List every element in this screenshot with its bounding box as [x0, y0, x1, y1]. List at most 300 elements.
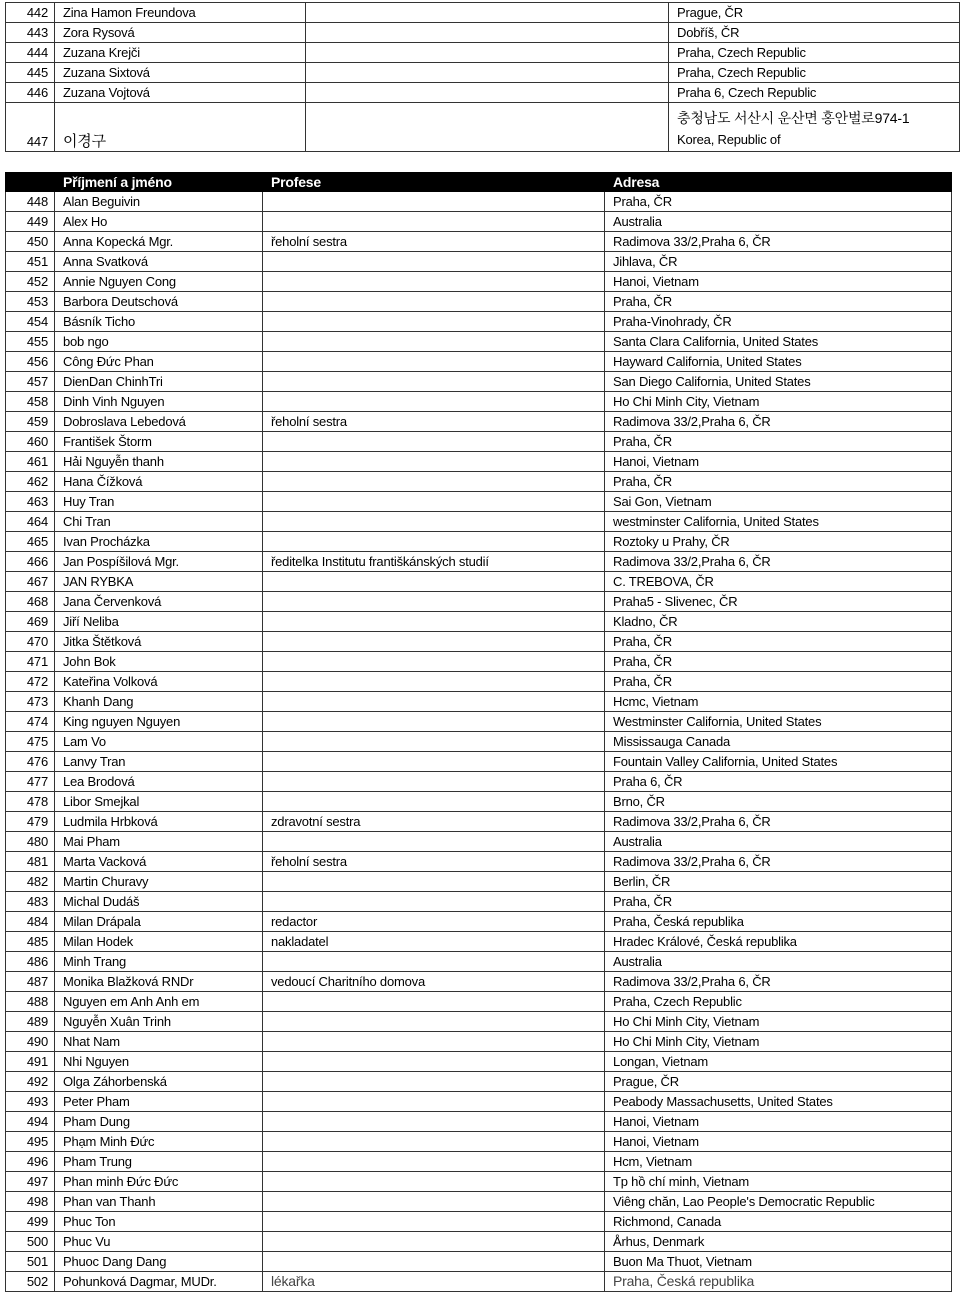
table-row: [6, 552, 952, 572]
row-name: Pham Dung: [55, 1112, 263, 1132]
row-number: 472: [6, 672, 55, 692]
row-profession: [263, 772, 605, 792]
table-row: [6, 1252, 952, 1272]
row-number: 466: [6, 552, 55, 572]
row-profession: [263, 832, 605, 852]
row-name: Phan van Thanh: [55, 1192, 263, 1212]
row-profession: [263, 452, 605, 472]
table-row: [6, 1052, 952, 1072]
contacts-table-continued: [5, 2, 960, 152]
table-row: [6, 772, 952, 792]
row-profession: [263, 732, 605, 752]
table-row: [6, 672, 952, 692]
table-row: [6, 932, 952, 952]
row-profession: [263, 1052, 605, 1072]
row-profession: lékařka: [263, 1272, 605, 1292]
table-row: [6, 1012, 952, 1032]
row-address: Westminster California, United States: [605, 712, 952, 732]
contacts-table: [5, 172, 952, 1292]
row-name: Nhi Nguyen: [55, 1052, 263, 1072]
row-name: Dobroslava Lebedová: [55, 412, 263, 432]
row-profession: [263, 352, 605, 372]
row-address: Hanoi, Vietnam: [605, 1112, 952, 1132]
table-row: [6, 432, 952, 452]
row-number: 496: [6, 1152, 55, 1172]
row-name: Ludmila Hrbková: [55, 812, 263, 832]
row-number: 465: [6, 532, 55, 552]
row-name: Zina Hamon Freundova: [55, 3, 306, 23]
row-address: Hradec Králové, Česká republika: [605, 932, 952, 952]
row-profession: [263, 492, 605, 512]
row-number: 473: [6, 692, 55, 712]
table-row: [6, 103, 960, 152]
row-name: Alan Beguivin: [55, 192, 263, 212]
row-number: 460: [6, 432, 55, 452]
table-row: [6, 3, 960, 23]
row-profession: [263, 872, 605, 892]
row-number: 446: [6, 83, 55, 103]
row-number: 461: [6, 452, 55, 472]
header-address: Adresa: [605, 173, 952, 192]
row-address: Praha, ČR: [605, 432, 952, 452]
row-profession: ředitelka Institutu františkánských studií: [263, 552, 605, 572]
row-name: 이경구: [55, 103, 306, 152]
row-address: Prague, ČR: [605, 1072, 952, 1092]
table-row: [6, 1132, 952, 1152]
row-name: Alex Ho: [55, 212, 263, 232]
row-address: Jihlava, ČR: [605, 252, 952, 272]
row-number: 483: [6, 892, 55, 912]
row-address: Hcmc, Vietnam: [605, 692, 952, 712]
row-name: Ivan Procházka: [55, 532, 263, 552]
row-profession: [306, 3, 669, 23]
table-row: [6, 912, 952, 932]
row-profession: [263, 372, 605, 392]
row-profession: [263, 212, 605, 232]
row-number: 488: [6, 992, 55, 1012]
row-number: 455: [6, 332, 55, 352]
table-row: [6, 952, 952, 972]
row-profession: [263, 332, 605, 352]
row-profession: [263, 292, 605, 312]
row-name: Olga Záhorbenská: [55, 1072, 263, 1092]
row-number: 499: [6, 1212, 55, 1232]
table-row: [6, 492, 952, 512]
row-address: Hanoi, Vietnam: [605, 452, 952, 472]
row-address: Berlin, ČR: [605, 872, 952, 892]
row-number: 447: [6, 103, 55, 152]
row-number: 456: [6, 352, 55, 372]
row-name: Libor Smejkal: [55, 792, 263, 812]
row-name: Dinh Vinh Nguyen: [55, 392, 263, 412]
table-row: [6, 232, 952, 252]
row-profession: [263, 252, 605, 272]
row-name: Zuzana Sixtová: [55, 63, 306, 83]
row-address: Hcm, Vietnam: [605, 1152, 952, 1172]
row-number: 467: [6, 572, 55, 592]
row-profession: [263, 1252, 605, 1272]
row-name: Zuzana Krejči: [55, 43, 306, 63]
row-address: Sai Gon, Vietnam: [605, 492, 952, 512]
table-row: [6, 992, 952, 1012]
row-address: Praha, ČR: [605, 192, 952, 212]
row-number: 494: [6, 1112, 55, 1132]
row-address: Radimova 33/2,Praha 6, ČR: [605, 232, 952, 252]
table-row: [6, 472, 952, 492]
row-name: Phuc Ton: [55, 1212, 263, 1232]
row-profession: [263, 532, 605, 552]
row-profession: nakladatel: [263, 932, 605, 952]
row-profession: [263, 192, 605, 212]
header-profession: Profese: [263, 173, 605, 192]
row-profession: vedoucí Charitního domova: [263, 972, 605, 992]
row-number: 480: [6, 832, 55, 852]
row-profession: zdravotní sestra: [263, 812, 605, 832]
table-header: [6, 173, 952, 192]
row-address: westminster California, United States: [605, 512, 952, 532]
row-name: Milan Hodek: [55, 932, 263, 952]
row-name: Phuoc Dang Dang: [55, 1252, 263, 1272]
row-number: 492: [6, 1072, 55, 1092]
row-profession: [263, 892, 605, 912]
table-row: [6, 792, 952, 812]
row-number: 469: [6, 612, 55, 632]
table-row: [6, 192, 952, 212]
table-row: [6, 332, 952, 352]
row-number: 489: [6, 1012, 55, 1032]
row-number: 457: [6, 372, 55, 392]
row-name: Jana Červenková: [55, 592, 263, 612]
row-name: Anna Kopecká Mgr.: [55, 232, 263, 252]
row-profession: [263, 692, 605, 712]
row-address: Dobříš, ČR: [669, 23, 960, 43]
row-name: Básník Ticho: [55, 312, 263, 332]
row-name: John Bok: [55, 652, 263, 672]
row-profession: [263, 1012, 605, 1032]
row-address: Prague, ČR: [669, 3, 960, 23]
table-row: [6, 83, 960, 103]
row-number: 453: [6, 292, 55, 312]
row-address: Praha, Česká republika: [605, 912, 952, 932]
table-row: [6, 512, 952, 532]
row-name: Lea Brodová: [55, 772, 263, 792]
row-number: 458: [6, 392, 55, 412]
table-row: [6, 532, 952, 552]
row-name: bob ngo: [55, 332, 263, 352]
row-number: 502: [6, 1272, 55, 1292]
row-address: Longan, Vietnam: [605, 1052, 952, 1072]
row-number: 484: [6, 912, 55, 932]
table-row: [6, 272, 952, 292]
row-profession: [306, 63, 669, 83]
row-name: Peter Pham: [55, 1092, 263, 1112]
row-name: Pham Trung: [55, 1152, 263, 1172]
table-row: [6, 752, 952, 772]
row-address: Praha, Česká republika: [605, 1272, 952, 1292]
row-address: Australia: [605, 952, 952, 972]
row-address: Praha 6, Czech Republic: [669, 83, 960, 103]
row-profession: [263, 792, 605, 812]
row-profession: [263, 1192, 605, 1212]
row-address: Hayward California, United States: [605, 352, 952, 372]
row-name: Nguyễn Xuân Trinh: [55, 1012, 263, 1032]
row-number: 449: [6, 212, 55, 232]
row-address: Peabody Massachusetts, United States: [605, 1092, 952, 1112]
table-row: [6, 1032, 952, 1052]
row-number: 477: [6, 772, 55, 792]
row-name: Lanvy Tran: [55, 752, 263, 772]
row-name: Jan Pospíšilová Mgr.: [55, 552, 263, 572]
table-row: [6, 1072, 952, 1092]
row-name: Khanh Dang: [55, 692, 263, 712]
table-row: [6, 732, 952, 752]
row-profession: řeholní sestra: [263, 852, 605, 872]
table-row: [6, 352, 952, 372]
row-address: Ho Chi Minh City, Vietnam: [605, 1032, 952, 1052]
row-address: Ho Chi Minh City, Vietnam: [605, 392, 952, 412]
row-profession: [263, 712, 605, 732]
row-address: Radimova 33/2,Praha 6, ČR: [605, 412, 952, 432]
row-number: 462: [6, 472, 55, 492]
row-number: 468: [6, 592, 55, 612]
row-number: 443: [6, 23, 55, 43]
row-name: Hana Čížková: [55, 472, 263, 492]
row-profession: [263, 632, 605, 652]
row-name: Công Đức Phan: [55, 352, 263, 372]
row-number: 498: [6, 1192, 55, 1212]
table-row: [6, 1112, 952, 1132]
row-profession: [306, 43, 669, 63]
row-profession: [263, 1132, 605, 1152]
row-number: 486: [6, 952, 55, 972]
row-name: Mai Pham: [55, 832, 263, 852]
row-profession: [263, 672, 605, 692]
table-row: [6, 252, 952, 272]
table-row: [6, 652, 952, 672]
row-profession: [263, 612, 605, 632]
row-profession: [263, 1032, 605, 1052]
row-name: Chi Tran: [55, 512, 263, 532]
header-name: Příjmení a jméno: [55, 173, 263, 192]
row-name: Milan Drápala: [55, 912, 263, 932]
row-number: 485: [6, 932, 55, 952]
row-address: Praha, Czech Republic: [605, 992, 952, 1012]
row-name: Michal Dudáš: [55, 892, 263, 912]
row-number: 442: [6, 3, 55, 23]
row-address: Radimova 33/2,Praha 6, ČR: [605, 972, 952, 992]
table-row: [6, 972, 952, 992]
table-row: [6, 712, 952, 732]
row-profession: [263, 992, 605, 1012]
row-number: 459: [6, 412, 55, 432]
row-name: Phạm Minh Đức: [55, 1132, 263, 1152]
row-number: 493: [6, 1092, 55, 1112]
row-number: 463: [6, 492, 55, 512]
row-name: Nhat Nam: [55, 1032, 263, 1052]
table-row: [6, 1212, 952, 1232]
row-name: Annie Nguyen Cong: [55, 272, 263, 292]
row-name: Kateřina Volková: [55, 672, 263, 692]
row-number: 479: [6, 812, 55, 832]
address-line-1: 충청남도 서산시 운산면 홍안벌로974-1: [677, 110, 910, 126]
row-name: Nguyen em Anh Anh em: [55, 992, 263, 1012]
row-profession: [263, 752, 605, 772]
row-address: Praha-Vinohrady, ČR: [605, 312, 952, 332]
table-row: [6, 43, 960, 63]
row-number: 500: [6, 1232, 55, 1252]
header-number: [6, 173, 55, 192]
row-number: 464: [6, 512, 55, 532]
row-name: Zora Rysová: [55, 23, 306, 43]
row-address: Århus, Denmark: [605, 1232, 952, 1252]
row-address: Praha, ČR: [605, 892, 952, 912]
row-number: 445: [6, 63, 55, 83]
row-profession: [306, 103, 669, 152]
row-address: Fountain Valley California, United States: [605, 752, 952, 772]
row-address: Buon Ma Thuot, Vietnam: [605, 1252, 952, 1272]
table-row: [6, 1192, 952, 1212]
row-profession: [263, 472, 605, 492]
table-row: [6, 212, 952, 232]
row-profession: [263, 272, 605, 292]
row-name: Minh Trang: [55, 952, 263, 972]
row-profession: [263, 312, 605, 332]
row-address: C. TREBOVA, ČR: [605, 572, 952, 592]
row-address: Praha, Czech Republic: [669, 43, 960, 63]
row-name: Monika Blažková RNDr: [55, 972, 263, 992]
row-name: Huy Tran: [55, 492, 263, 512]
table-row: [6, 452, 952, 472]
row-address: Hanoi, Vietnam: [605, 1132, 952, 1152]
table-row: [6, 392, 952, 412]
row-address: Radimova 33/2,Praha 6, ČR: [605, 812, 952, 832]
row-profession: řeholní sestra: [263, 412, 605, 432]
row-name: Lam Vo: [55, 732, 263, 752]
row-profession: [263, 572, 605, 592]
row-address: Brno, ČR: [605, 792, 952, 812]
row-name: King nguyen Nguyen: [55, 712, 263, 732]
row-name: Zuzana Vojtová: [55, 83, 306, 103]
table-row: [6, 312, 952, 332]
row-number: 490: [6, 1032, 55, 1052]
table-row: [6, 572, 952, 592]
row-address: Praha, ČR: [605, 472, 952, 492]
row-number: 478: [6, 792, 55, 812]
table-row: [6, 292, 952, 312]
row-address: Praha, Czech Republic: [669, 63, 960, 83]
table-row: [6, 832, 952, 852]
row-profession: [263, 1072, 605, 1092]
row-name: Jiří Neliba: [55, 612, 263, 632]
table-row: [6, 372, 952, 392]
row-address: Australia: [605, 832, 952, 852]
row-address: Radimova 33/2,Praha 6, ČR: [605, 552, 952, 572]
row-number: 487: [6, 972, 55, 992]
row-name: DienDan ChinhTri: [55, 372, 263, 392]
row-profession: [263, 952, 605, 972]
row-address: Praha 6, ČR: [605, 772, 952, 792]
row-number: 482: [6, 872, 55, 892]
row-profession: [263, 432, 605, 452]
row-address: Richmond, Canada: [605, 1212, 952, 1232]
row-name: Hải Nguyễn thanh: [55, 452, 263, 472]
row-profession: [306, 83, 669, 103]
table-row: [6, 632, 952, 652]
row-profession: redactor: [263, 912, 605, 932]
row-address: Praha, ČR: [605, 652, 952, 672]
row-address: [669, 103, 960, 152]
row-profession: [263, 1112, 605, 1132]
row-name: Barbora Deutschová: [55, 292, 263, 312]
table-row: [6, 852, 952, 872]
row-address: Praha, ČR: [605, 292, 952, 312]
row-number: 501: [6, 1252, 55, 1272]
row-number: 475: [6, 732, 55, 752]
table-row: [6, 1232, 952, 1252]
row-address: Tp hồ chí minh, Vietnam: [605, 1172, 952, 1192]
row-address: Ho Chi Minh City, Vietnam: [605, 1012, 952, 1032]
row-profession: [263, 1172, 605, 1192]
row-profession: [306, 23, 669, 43]
row-name: Pohunková Dagmar, MUDr.: [55, 1272, 263, 1292]
row-address: Roztoky u Prahy, ČR: [605, 532, 952, 552]
table-row: [6, 63, 960, 83]
row-address: San Diego California, United States: [605, 372, 952, 392]
table-row: [6, 612, 952, 632]
row-number: 476: [6, 752, 55, 772]
row-address: Kladno, ČR: [605, 612, 952, 632]
table-row: [6, 1152, 952, 1172]
row-name: Anna Svatková: [55, 252, 263, 272]
row-address: Praha5 - Slivenec, ČR: [605, 592, 952, 612]
row-address: Viêng chăn, Lao People's Democratic Republic: [605, 1192, 952, 1212]
row-profession: [263, 512, 605, 532]
table-row: [6, 872, 952, 892]
table-row: [6, 812, 952, 832]
row-profession: [263, 1232, 605, 1252]
row-profession: [263, 1092, 605, 1112]
table-row: [6, 1272, 952, 1292]
row-name: Phuc Vu: [55, 1232, 263, 1252]
row-address: Radimova 33/2,Praha 6, ČR: [605, 852, 952, 872]
row-number: 452: [6, 272, 55, 292]
row-number: 450: [6, 232, 55, 252]
table-row: [6, 412, 952, 432]
table-row: [6, 23, 960, 43]
row-name: František Štorm: [55, 432, 263, 452]
row-name: Phan minh Đức Đức: [55, 1172, 263, 1192]
table-row: [6, 592, 952, 612]
table-row: [6, 692, 952, 712]
row-name: Martin Churavy: [55, 872, 263, 892]
row-number: 497: [6, 1172, 55, 1192]
row-address: Australia: [605, 212, 952, 232]
row-number: 470: [6, 632, 55, 652]
row-address: Mississauga Canada: [605, 732, 952, 752]
row-number: 491: [6, 1052, 55, 1072]
row-number: 451: [6, 252, 55, 272]
table-row: [6, 1092, 952, 1112]
row-number: 495: [6, 1132, 55, 1152]
row-address: Praha, ČR: [605, 672, 952, 692]
row-profession: řeholní sestra: [263, 232, 605, 252]
row-number: 481: [6, 852, 55, 872]
address-line-2: Korea, Republic of: [677, 132, 781, 147]
row-profession: [263, 392, 605, 412]
row-profession: [263, 1212, 605, 1232]
row-profession: [263, 652, 605, 672]
row-number: 474: [6, 712, 55, 732]
